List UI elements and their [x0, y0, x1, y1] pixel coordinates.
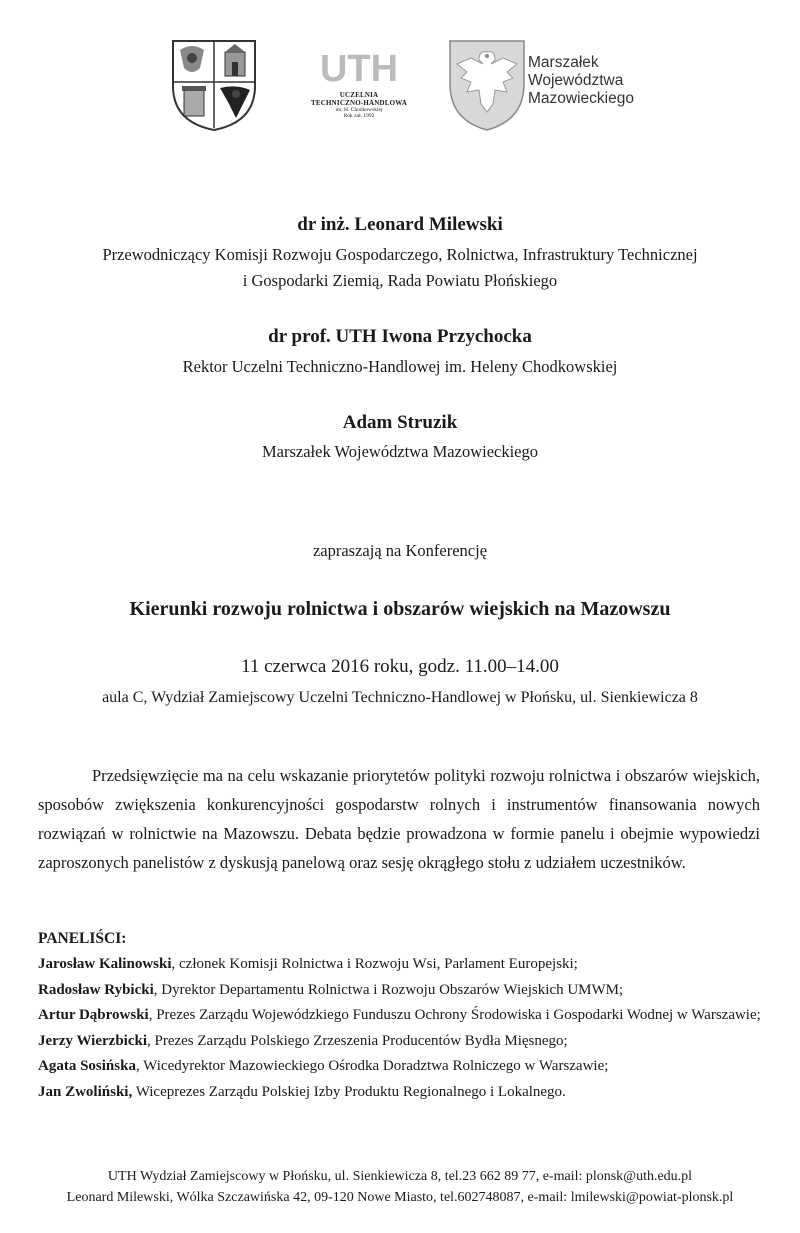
- panelist-item: [38, 952, 768, 978]
- panelist-item: [38, 1080, 768, 1106]
- footer: [0, 1166, 800, 1208]
- panelist-desc: , Prezes Zarządu Polskiego Zrzeszenia Producentów Bydła Mięsnego;: [147, 1032, 568, 1049]
- marszalek-logo-text: [528, 54, 634, 108]
- marszalek-line-2: Województwa: [528, 72, 624, 89]
- panelist-name: Artur Dąbrowski: [38, 1007, 149, 1023]
- uth-line-1: UCZELNIA: [339, 91, 379, 99]
- panelist-name: Agata Sosińska: [38, 1058, 136, 1074]
- uth-logo: [300, 48, 418, 119]
- uth-line-4: Rok zał. 1992: [343, 113, 375, 119]
- panelist-item: [38, 1054, 768, 1080]
- panelist-desc: , członek Komisji Rolnictwa i Rozwoju Wsi, Parlament Europejski;: [171, 956, 578, 972]
- uth-line-2: TECHNICZNO-HANDLOWA: [311, 99, 407, 107]
- panelist-item: [38, 1029, 768, 1055]
- footer-line-2: Leonard Milewski, Wólka Szczawińska 42, 09-120 Nowe Miasto, tel.602748087, e-mail: lmilewski@powiat-plonsk.pl: [66, 1190, 734, 1205]
- county-coat-of-arms-icon: [170, 38, 258, 132]
- host-3-name: Adam Struzik: [342, 412, 458, 433]
- panelist-desc: , Dyrektor Departamentu Rolnictwa i Rozwoju Obszarów Wiejskich UMWM;: [153, 981, 624, 998]
- panelists-list: [38, 952, 768, 1105]
- date-line: 11 czerwca 2016 roku, godz. 11.00–14.00: [241, 656, 559, 677]
- logo-bar: [170, 38, 650, 138]
- panelist-item: [38, 1003, 768, 1029]
- panelist-desc: , Prezes Zarządu Wojewódzkiego Funduszu Ochrony Środowiska i Gospodarki Wodnej w Warszawie;: [148, 1007, 761, 1023]
- eagle-coat-of-arms-icon: [447, 38, 527, 132]
- panelist-desc: , Wicedyrektor Mazowieckiego Ośrodka Doradztwa Rolniczego w Warszawie;: [135, 1058, 609, 1074]
- uth-logo-text: UTH: [319, 48, 399, 86]
- host-1-name: dr inż. Leonard Milewski: [297, 214, 503, 235]
- panelist-desc: Wiceprezes Zarządu Polskiej Izby Produktu Regionalnego i Lokalnego.: [132, 1083, 566, 1100]
- host-1-role-line-2: i Gospodarki Ziemią, Rada Powiatu Płońskiego: [242, 271, 558, 290]
- panelist-item: [38, 978, 768, 1004]
- description-text: Przedsięwzięcie ma na celu wskazanie priorytetów polityki rozwoju rolnictwa i obszarów wiejskich, sposobów zwiększenia konkurencyjności gospodarstw rolnych i instrumentów finansowania nowych rozwiązań w rolnictwie na Mazowszu. Debata będzie prowadzona w formie panelu i obejmie wypowiedzi zaproszonych panelistów z dyskusją panelową oraz sesję okrągłego stołu z udziałem uczestników.: [38, 766, 760, 872]
- panelist-name: Jan Zwoliński,: [38, 1083, 133, 1100]
- panelist-name: Jerzy Wierzbicki: [38, 1032, 147, 1049]
- host-1-role-line-1: Przewodniczący Komisji Rozwoju Gospodarczego, Rolnictwa, Infrastruktury Technicznej: [102, 245, 698, 264]
- panelists-heading: PANELIŚCI:: [38, 930, 127, 947]
- marszalek-line-3: Mazowieckiego: [528, 90, 634, 107]
- conference-title: Kierunki rozwoju rolnictwa i obszarów wiejskich na Mazowszu: [129, 598, 671, 620]
- marszalek-line-1: Marszałek: [528, 54, 599, 71]
- place-line: aula C, Wydział Zamiejscowy Uczelni Techniczno-Handlowej w Płońsku, ul. Sienkiewicza 8: [102, 689, 698, 706]
- host-2-name: dr prof. UTH Iwona Przychocka: [268, 326, 532, 347]
- description-paragraph: [38, 761, 760, 877]
- host-3-role: Marszałek Województwa Mazowieckiego: [261, 442, 538, 461]
- uth-line-3: im. H. Chodkowskiej: [335, 107, 383, 113]
- footer-line-1: UTH Wydział Zamiejscowy w Płońsku, ul. Sienkiewicza 8, tel.23 662 89 77, e-mail: plonsk@uth.edu.pl: [107, 1169, 693, 1184]
- panelist-name: Radosław Rybicki: [38, 981, 154, 998]
- host-2-role: Rektor Uczelni Techniczno-Handlowej im. Heleny Chodkowskiej: [182, 357, 618, 376]
- invite-text: zapraszają na Konferencję: [312, 541, 488, 560]
- panelist-name: Jarosław Kalinowski: [38, 956, 172, 972]
- uth-logo-mark-icon: [314, 48, 404, 86]
